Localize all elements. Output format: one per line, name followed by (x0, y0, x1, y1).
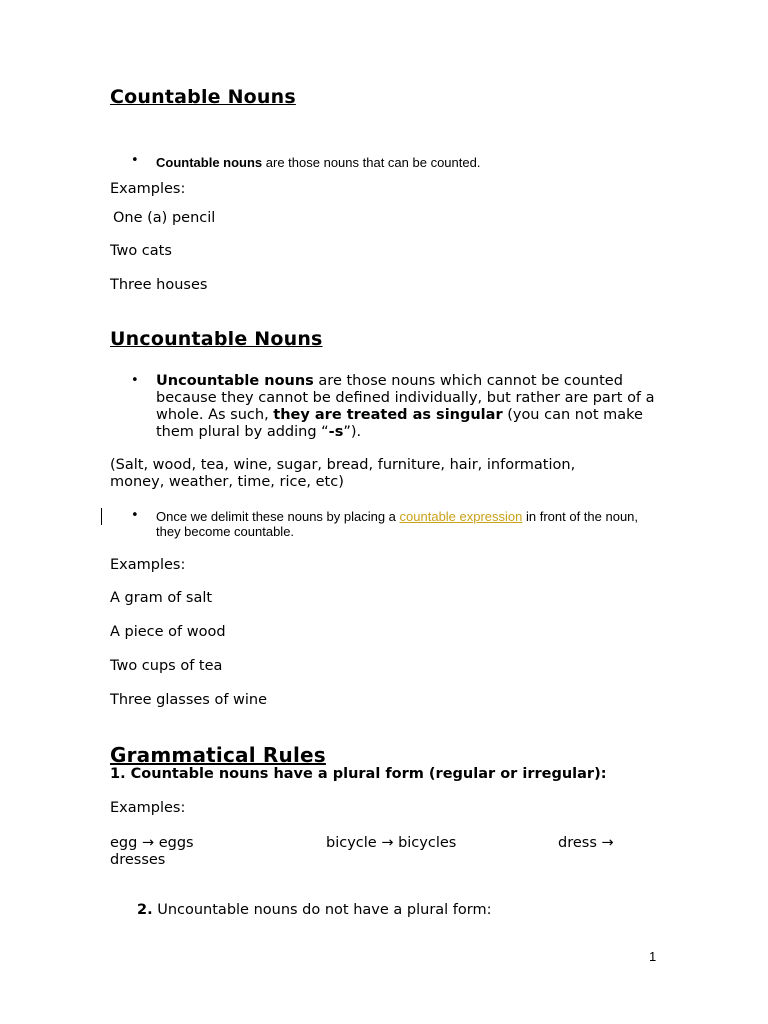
bullet-icon: • (131, 153, 139, 168)
rule-2 (137, 902, 492, 919)
definition-text: are those nouns that can be counted. (262, 155, 481, 170)
example-item: A piece of wood (110, 624, 226, 640)
example-item: Three glasses of wine (110, 692, 268, 708)
heading-countable-nouns: Countable Nouns (110, 86, 296, 108)
plural-example-dresses: dresses (110, 852, 166, 868)
plural-example-egg: egg → eggs (110, 835, 194, 851)
plural-example-dress: dress → (558, 835, 614, 851)
text-cursor (101, 508, 102, 525)
example-item: Two cats (110, 243, 172, 259)
bullet-icon: • (131, 508, 139, 523)
uncountable-definition (156, 373, 666, 441)
definition-text: (you can not make them plural by adding “ (156, 407, 643, 440)
page-number: 1 (649, 949, 657, 964)
bold-phrase: they are treated as singular (273, 407, 503, 423)
example-item: Three houses (110, 277, 208, 293)
delimit-explanation (156, 509, 666, 539)
rule-number: 2. (137, 902, 153, 918)
explanation-text: in front of the noun, they become countable. (156, 509, 639, 539)
countable-expression-link[interactable]: countable expression (399, 509, 523, 524)
rule-text: Uncountable nouns do not have a plural form: (157, 902, 492, 918)
heading-grammatical-rules: Grammatical Rules (110, 743, 326, 767)
plural-example-bicycle: bicycle → bicycles (326, 835, 457, 851)
example-item: One (a) pencil (113, 210, 216, 226)
definition-text: ”). (343, 424, 362, 440)
bold-suffix: -s (328, 424, 344, 440)
heading-uncountable-nouns: Uncountable Nouns (110, 328, 323, 350)
uncountable-list: (Salt, wood, tea, wine, sugar, bread, furniture, hair, information, money, weather, time, rice, etc) (110, 457, 576, 490)
examples-label: Examples: (110, 800, 186, 816)
bold-term: Countable nouns (156, 155, 263, 170)
countable-definition (156, 155, 656, 170)
example-item: A gram of salt (110, 590, 213, 606)
bold-term: Uncountable nouns (156, 373, 314, 389)
example-item: Two cups of tea (110, 658, 223, 674)
bullet-icon: • (131, 373, 139, 388)
explanation-text: Once we delimit these nouns by placing a (156, 509, 400, 524)
examples-label: Examples: (110, 181, 186, 197)
examples-label: Examples: (110, 557, 186, 573)
rule-1: 1. Countable nouns have a plural form (regular or irregular): (110, 766, 607, 782)
definition-text: are those nouns which cannot be counted because they cannot be defined individually, but rather are part of a whole. As such, (156, 373, 655, 423)
